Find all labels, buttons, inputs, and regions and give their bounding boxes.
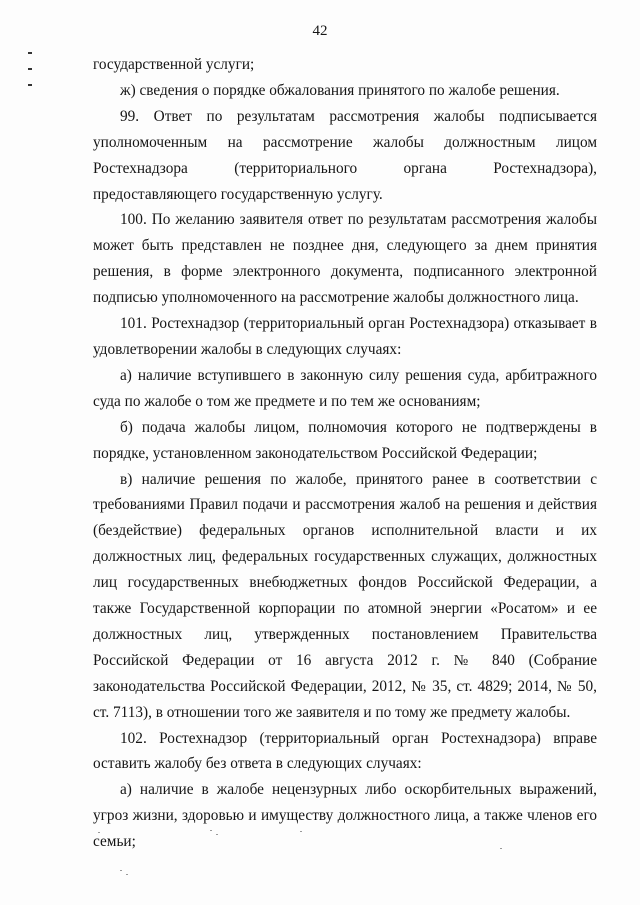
paragraph-continuation: государственной услуги; — [93, 56, 255, 73]
paragraph-102: 102. Ростехнадзор (территориальный орган Ростехнадзора) вправе оставить жалобу без ответа в следующих случаях: — [93, 729, 597, 773]
scan-noise — [90, 828, 560, 888]
paragraph-101-item-a: а) наличие вступившего в законную силу решения суда, арбитражного суда по жалобе о том же предмете и по тем же основаниям; — [93, 366, 597, 410]
scan-margin-marks — [28, 52, 40, 100]
document-body — [93, 52, 597, 855]
page-number: 42 — [312, 23, 328, 39]
paragraph-100: 100. По желанию заявителя ответ по результатам рассмотрения жалобы может быть представлен не позднее дня, следующего за днем принятия решения, в форме электронного документа, подписанного электронной подписью уполномоченного на рассмотрение жалобы должностного лица. — [93, 211, 597, 307]
paragraph-101-item-b: б) подача жалобы лицом, полномочия которого не подтверждены в порядке, установленном законодательством Российской Федерации; — [93, 418, 597, 462]
paragraph-102-item-a: а) наличие в жалобе нецензурных либо оскорбительных выражений, угроз жизни, здоровью и имуществу должностного лица, а также членов его семьи; — [93, 781, 597, 851]
paragraph-99: 99. Ответ по результатам рассмотрения жалобы подписывается уполномоченным на рассмотрение жалобы должностным лицом Ростехнадзора (территориального органа Ростехнадзора), предоставляющего государственную услугу. — [93, 107, 597, 203]
paragraph-101-item-v: в) наличие решения по жалобе, принятого ранее в соответствии с требованиями Правил подачи и рассмотрения жалоб на решения и действия (бездействие) федеральных органов исполнительной власти и их должностных лиц, федеральных государственных служащих, должностных лиц государственных внебюджетных фондов Российской Федерации, а также Государственной корпорации по атомной энергии «Росатом» и ее должностных лиц, утвержденных постановлением Правительства Российской Федерации от 16 августа 2012 г. № 840 (Собрание законодательства Российской Федерации, 2012, № 35, ст. 4829; 2014, № 50, ст. 7113), в отношении того же заявителя и по тому же предмету жалобы. — [93, 470, 597, 721]
paragraph-item-zh: ж) сведения о порядке обжалования принятого по жалобе решения. — [120, 81, 560, 99]
paragraph-101: 101. Ростехнадзор (территориальный орган Ростехнадзора) отказывает в удовлетворении жалобы в следующих случаях: — [93, 315, 597, 358]
